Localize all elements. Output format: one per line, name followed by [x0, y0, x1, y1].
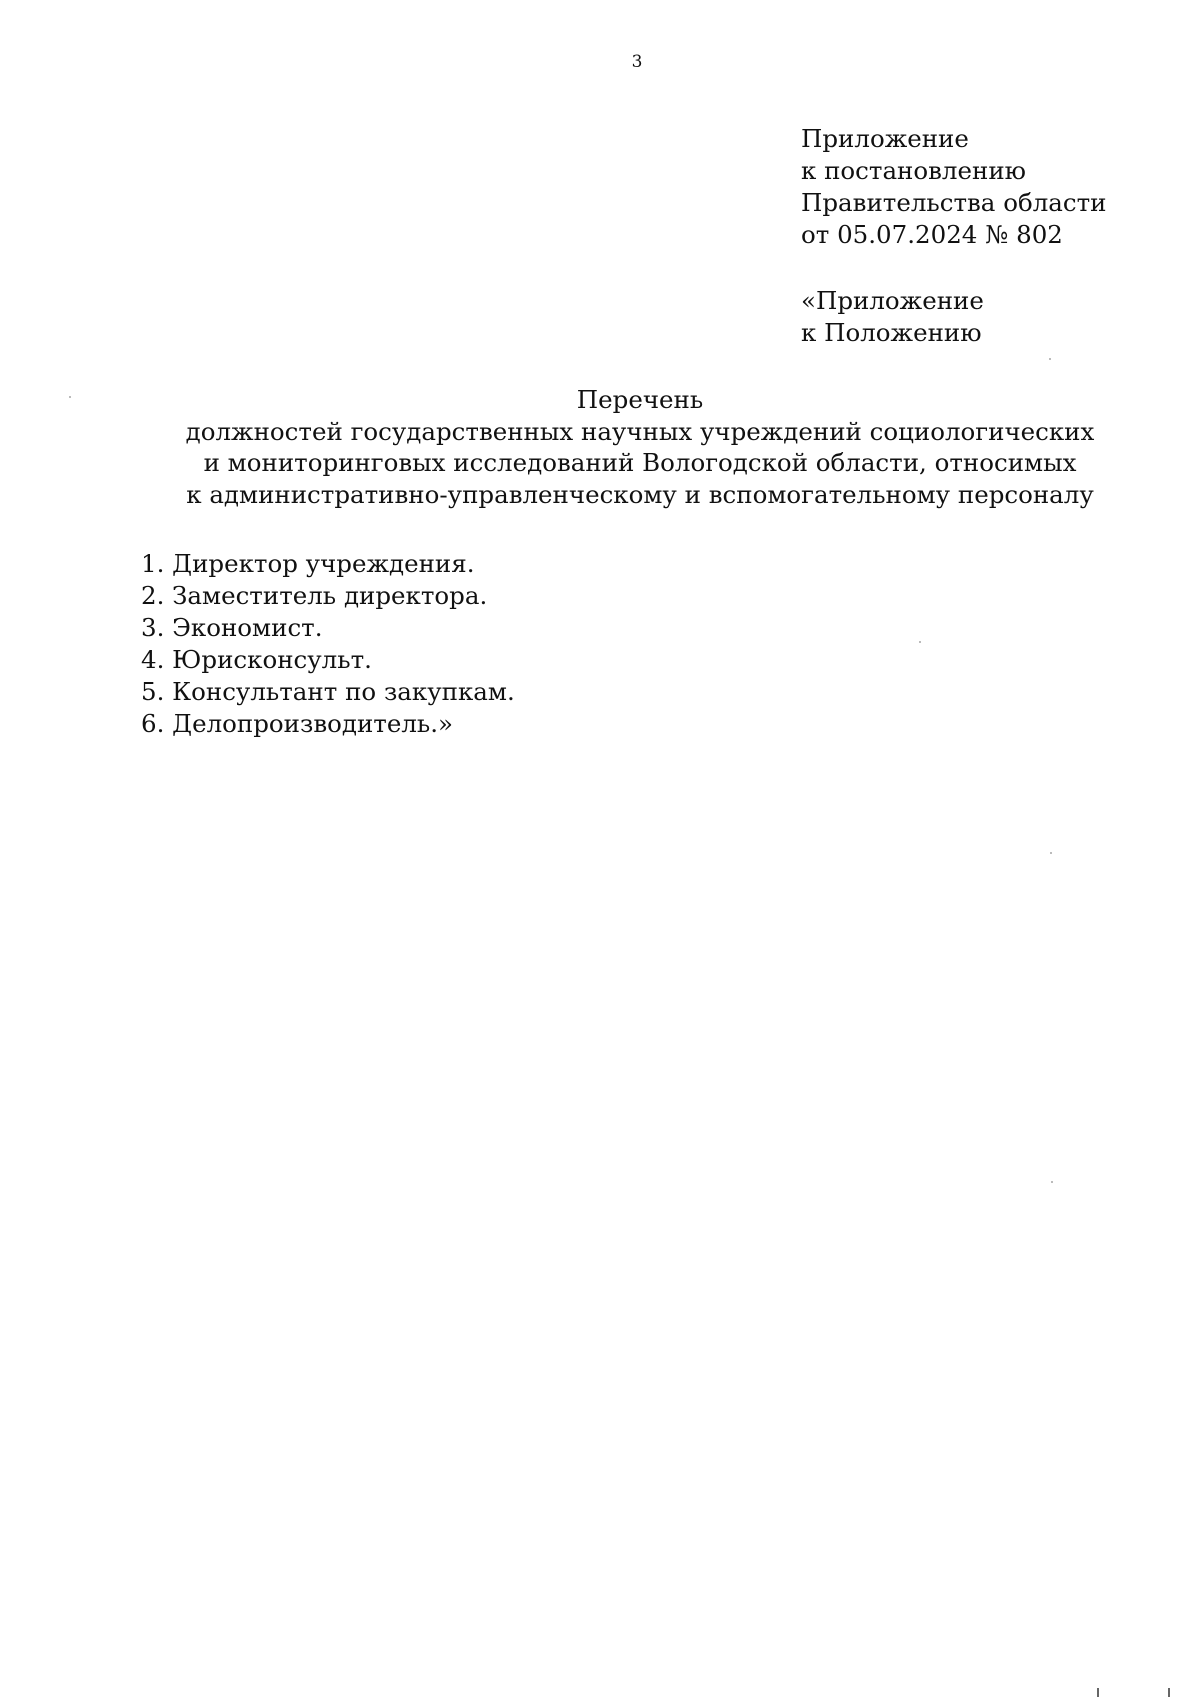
scan-speck [69, 396, 71, 398]
scan-edge-mark [1168, 1688, 1170, 1697]
list-item: 1. Директор учреждения. [141, 549, 475, 578]
title-line: и мониторинговых исследований Вологодской области, относимых [203, 448, 1077, 477]
scan-speck [919, 641, 921, 643]
list-item: 2. Заместитель директора. [141, 581, 488, 610]
positions-list [141, 548, 515, 740]
list-item: 3. Экономист. [141, 613, 323, 642]
sub-approval-line: к Положению [801, 318, 982, 347]
scan-speck [1051, 1181, 1053, 1183]
scan-speck [1049, 358, 1051, 360]
page-number: 3 [631, 52, 643, 72]
approval-line: Правительства области [801, 188, 1107, 217]
title-line: должностей государственных научных учреждений социологических [185, 416, 1095, 446]
title-line: к административно-управленческому и вспомогательному персоналу [186, 479, 1094, 509]
document-title [160, 384, 1120, 510]
approval-line: от 05.07.2024 № 802 [801, 220, 1063, 249]
list-item: 6. Делопроизводитель.» [141, 709, 454, 738]
list-item: 4. Юрисконсульт. [141, 645, 372, 674]
scan-speck [1050, 852, 1052, 854]
approval-line: Приложение [801, 124, 969, 153]
approval-line: к постановлению [801, 156, 1026, 185]
approval-block [801, 123, 1106, 251]
sub-approval-line: «Приложение [801, 286, 984, 315]
title-heading: Перечень [576, 385, 704, 414]
list-item: 5. Консультант по закупкам. [141, 677, 515, 706]
scan-edge-mark [1097, 1688, 1099, 1697]
sub-approval-block [801, 285, 984, 349]
